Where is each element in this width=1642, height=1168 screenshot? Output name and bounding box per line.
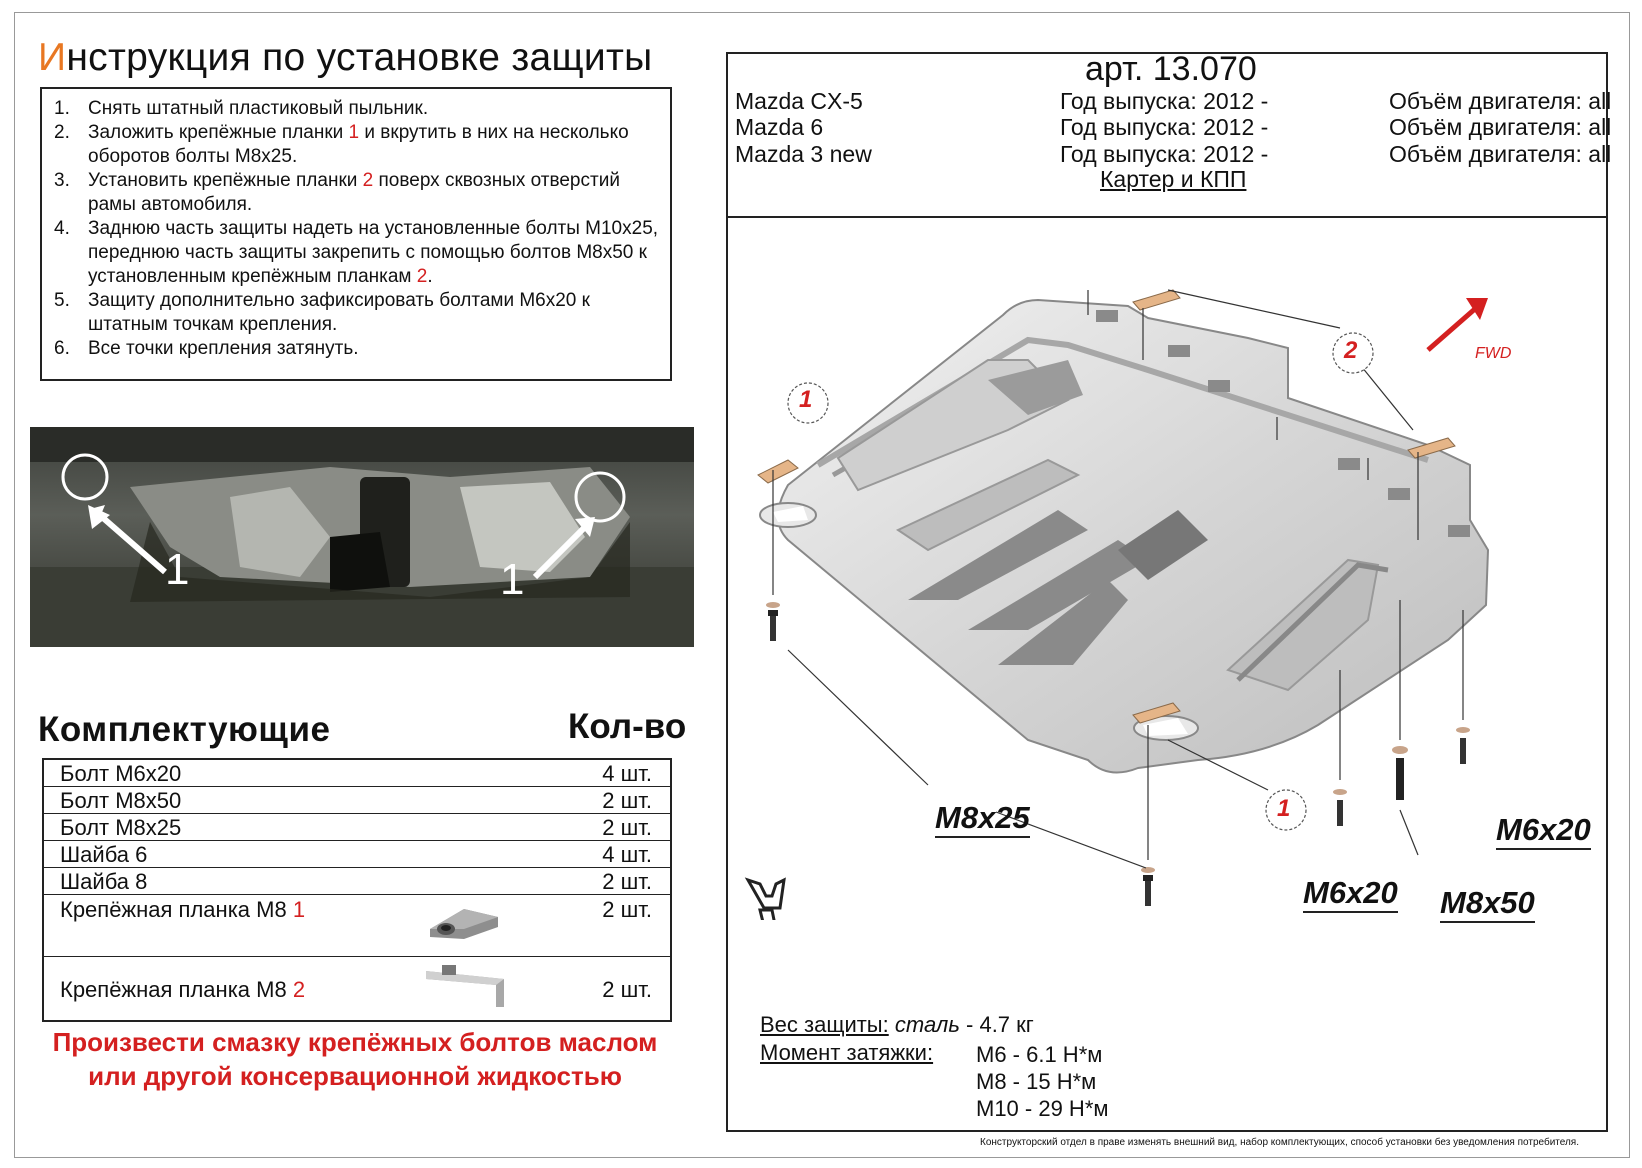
torque-m10: М10 - 29 Н*м [976, 1096, 1109, 1121]
product-subtitle: Картер и КПП [1100, 166, 1247, 192]
callout-2: 2 [1344, 337, 1358, 364]
instructions-box [40, 87, 672, 381]
header-divider [726, 216, 1608, 218]
step-number: 2. [54, 122, 70, 143]
torque-m6: М6 - 6.1 Н*м [976, 1042, 1103, 1067]
step-text: Заложить крепёжные планки [88, 122, 349, 143]
weight-label: Вес защиты: [760, 1012, 889, 1037]
photo-callout-right: 1 [500, 555, 525, 604]
disclaimer: Конструкторский отдел в праве изменять внешний вид, набор комплектующих, способ установки без уведомления потребителя. [980, 1137, 1579, 1148]
callout-1-top: 1 [799, 386, 813, 413]
table-row: Шайба 8 2 шт. [44, 868, 670, 895]
instructions-list [42, 89, 670, 361]
torque-label: Момент затяжки: [760, 1040, 934, 1065]
weight-line [760, 1012, 1034, 1038]
instruction-step [42, 289, 670, 337]
weight-value: - 4.7 кг [959, 1012, 1034, 1037]
part-number: 2 [362, 170, 374, 191]
step-number: 6. [54, 338, 70, 359]
part-number: 1 [348, 122, 360, 143]
engine-1: Объём двигателя: all [1389, 88, 1612, 114]
label-m6x20-right: M6x20 [1496, 812, 1591, 850]
step-text: Снять штатный пластиковый пыльник. [88, 98, 429, 119]
page-title [38, 36, 652, 80]
label-m8x50: M8x50 [1440, 885, 1535, 923]
step-text: поверх сквозных отверстий рамы автомобиля. [88, 170, 620, 215]
instruction-step [42, 217, 670, 289]
table-row: Болт М8х50 2 шт. [44, 787, 670, 814]
title-first-letter: И [38, 36, 67, 79]
engine-3: Объём двигателя: all [1389, 141, 1612, 167]
part-number: 2 [416, 266, 428, 287]
table-row: Болт М8х25 2 шт. [44, 814, 670, 841]
model-1: Mazda CX-5 [735, 88, 863, 114]
instruction-step [42, 121, 670, 169]
vehicle-underside-photo [30, 427, 694, 647]
year-3: Год выпуска: 2012 - [1060, 141, 1269, 167]
torque-m8: М8 - 15 Н*м [976, 1069, 1097, 1094]
bracket-1-illustration [424, 901, 504, 945]
instruction-step [42, 169, 670, 217]
step-text: Защиту дополнительно зафиксировать болтами М6х20 к штатным точкам крепления. [88, 290, 590, 335]
table-row: Шайба 6 4 шт. [44, 841, 670, 868]
instruction-step [42, 337, 670, 361]
lubrication-note: Произвести смазку крепёжных болтов маслом или другой консервационной жидкостью [52, 1027, 658, 1091]
year-2: Год выпуска: 2012 - [1060, 114, 1269, 140]
skid-plate-diagram [728, 220, 1606, 920]
step-text: Заднюю часть защиты надеть на установленные болты М10х25, переднюю часть защиты закрепить с помощью болтов М8х50 к установленным крепёжным планкам [88, 218, 659, 287]
label-m6x20-bottom: M6x20 [1303, 875, 1398, 913]
table-row: Болт М6х20 4 шт. [44, 760, 670, 787]
step-text: Установить крепёжные планки [88, 170, 363, 191]
step-number: 1. [54, 98, 70, 119]
quantity-heading: Кол-во [568, 707, 687, 746]
table-row: Крепёжная планка М8 2 2 шт. [44, 957, 670, 1020]
bracket-2-illustration [424, 959, 524, 1015]
components-heading: Комплектующие [38, 710, 331, 749]
fwd-label: FWD [1475, 345, 1512, 362]
step-number: 4. [54, 218, 70, 239]
step-text: и вкрутить в них на несколько оборотов болты М8х25. [88, 122, 629, 167]
instruction-step [42, 97, 670, 121]
step-number: 5. [54, 290, 70, 311]
step-number: 3. [54, 170, 70, 191]
article-number: арт. 13.070 [1085, 50, 1257, 88]
step-text: Все точки крепления затянуть. [88, 338, 359, 359]
label-m8x25: M8x25 [935, 800, 1030, 838]
model-2: Mazda 6 [735, 114, 824, 140]
table-row: Крепёжная планка М8 1 2 шт. [44, 895, 670, 957]
model-3: Mazda 3 new [735, 141, 872, 167]
engine-2: Объём двигателя: all [1389, 114, 1612, 140]
components-table [42, 758, 672, 1022]
callout-1-bottom: 1 [1277, 795, 1291, 822]
title-rest: нструкция по установке защиты [66, 36, 653, 79]
step-text: . [427, 266, 433, 287]
photo-callout-left: 1 [165, 545, 190, 594]
weight-material: сталь [894, 1012, 960, 1037]
year-1: Год выпуска: 2012 - [1060, 88, 1269, 114]
